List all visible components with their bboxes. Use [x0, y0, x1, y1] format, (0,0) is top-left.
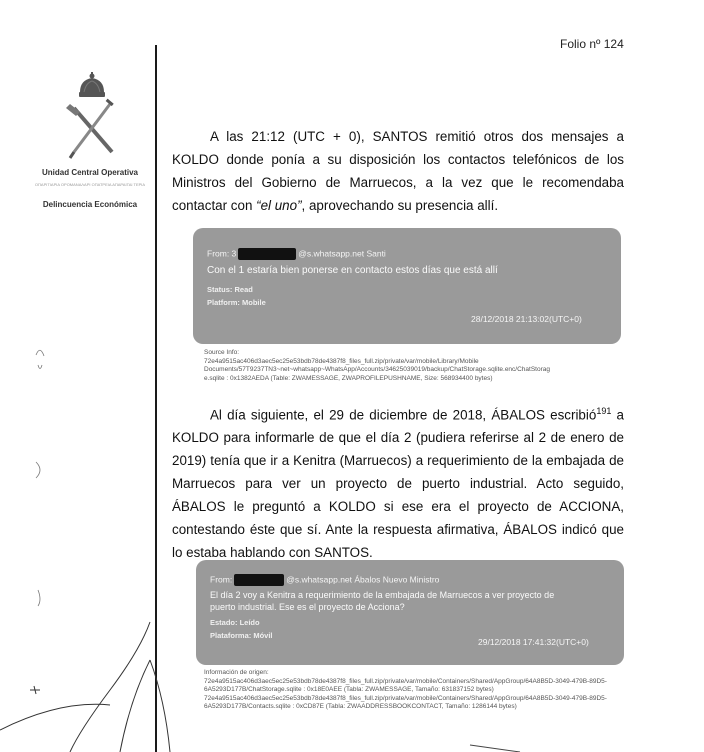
paragraph-2-text: Al día siguiente, el 29 de diciembre de 2018, ÁBALOS escribió	[210, 407, 597, 423]
unit-subtext: ΟΠΑΡΙΤΙΑΡΙΑ ΟΡΟΜΑΝΑΛΑΡΙ ΟΠΑΤΡΕΙΑ ΑΠΑΡΑΙΤΑΙ ΤΕΡΙΑ	[34, 182, 146, 187]
whatsapp-message-card-2	[196, 560, 624, 665]
paragraph-2-rest: a KOLDO para informarle de que el día 2 (pudiera referirse al 2 de enero de 2019) tenía que ir a Kenitra (Marruecos) a requerimiento de la embajada de Marruecos para ver un proyecto de puerto industrial. Acto seguido, ÁBALOS le preguntó a KOLDO si ese era el proyecto de ACCIONA, contestando éste que sí. Ante la respuesta afirmativa, ÁBALOS indicó que lo estaba hablando con SANTOS.	[172, 407, 624, 561]
message-2-source: Información de origen: 72e4a9515ac406d3aec5ec25e53bdb78de4387f8_files_full.zip/private/var/mobile/Containers/Shared/AppGroup/64A8B5D-3049-479B-89D5- 6A5293D177B/ChatStorage.sqlite : 0x18E0AEE (Tabla: ZWAMESSAGE, Tamaño: 631837152 bytes) 72e4a9515ac406d3aec5ec25e53bdb78de4387f8_files_full.zip/private/var/mobile/Containers/Shared/AppGroup/64A8B5D-3049-479B-89D5- 6A5293D177B/Contacts.sqlite : 0xCD87E (Tabla: ZWAADDRESSBOOKCONTACT, Tamaño: 1286144 bytes)	[204, 669, 607, 710]
message-2-text-line-2: puerto industrial. Ese es el proyecto de Acciona?	[210, 602, 405, 612]
message-1-platform: Platform: Mobile	[207, 298, 266, 307]
paragraph-1-quote: “el uno”	[256, 198, 302, 213]
message-1-status: Status: Read	[207, 285, 253, 294]
message-2-text-line-1: El día 2 voy a Kenitra a requerimiento de la embajada de Marruecos a ver proyecto de	[210, 590, 555, 600]
message-2-timestamp: 29/12/2018 17:41:32(UTC+0)	[478, 637, 589, 647]
message-2-platform: Plataforma: Móvil	[210, 631, 273, 640]
message-1-from: From: 3 @s.whatsapp.net Santi	[207, 248, 386, 259]
message-2-from: From: @s.whatsapp.net Ábalos Nuevo Ministro	[210, 574, 440, 585]
message-1-text: Con el 1 estaría bien ponerse en contacto estos días que está allí	[207, 265, 498, 276]
department-name: Delincuencia Económica	[42, 200, 138, 209]
footnote-ref: 191	[596, 406, 612, 416]
guardia-civil-emblem-icon	[60, 72, 124, 160]
redaction-bar	[234, 574, 284, 586]
paragraph-2	[172, 400, 624, 564]
message-1-timestamp: 28/12/2018 21:13:02(UTC+0)	[471, 314, 582, 324]
message-2-status: Estado: Leído	[210, 618, 260, 627]
folio-number: Folio nº 124	[560, 37, 624, 51]
redaction-bar	[238, 248, 296, 260]
paragraph-1-text: A las 21:12 (UTC + 0), SANTOS remitió otros dos mensajes a KOLDO donde ponía a su disposición los contactos telefónicos de los Ministros del Gobierno de Marruecos, a la vez que le recomendaba contactar con	[172, 129, 624, 213]
whatsapp-message-card-1	[193, 228, 621, 344]
margin-divider	[155, 45, 157, 752]
message-1-source: Source Info: 72e4a9515ac406d3aec5ec25e53bdb78de4387f8_files_full.zip/private/var/mobile/Library/Mobile Documents/57T9237TN3~net~whatsapp~WhatsApp/Accounts/34625039019/backup/ChatStorage.sqlite.enc/ChatStorag e.sqlite : 0x1382AEDA (Table: ZWAMESSAGE, ZWAPROFILEPUSHNAME, Size: 568934400 bytes)	[204, 349, 550, 382]
paragraph-1-suffix: , aprovechando su presencia allí.	[301, 198, 499, 213]
paragraph-1	[172, 125, 624, 217]
unit-name: Unidad Central Operativa	[41, 168, 139, 177]
